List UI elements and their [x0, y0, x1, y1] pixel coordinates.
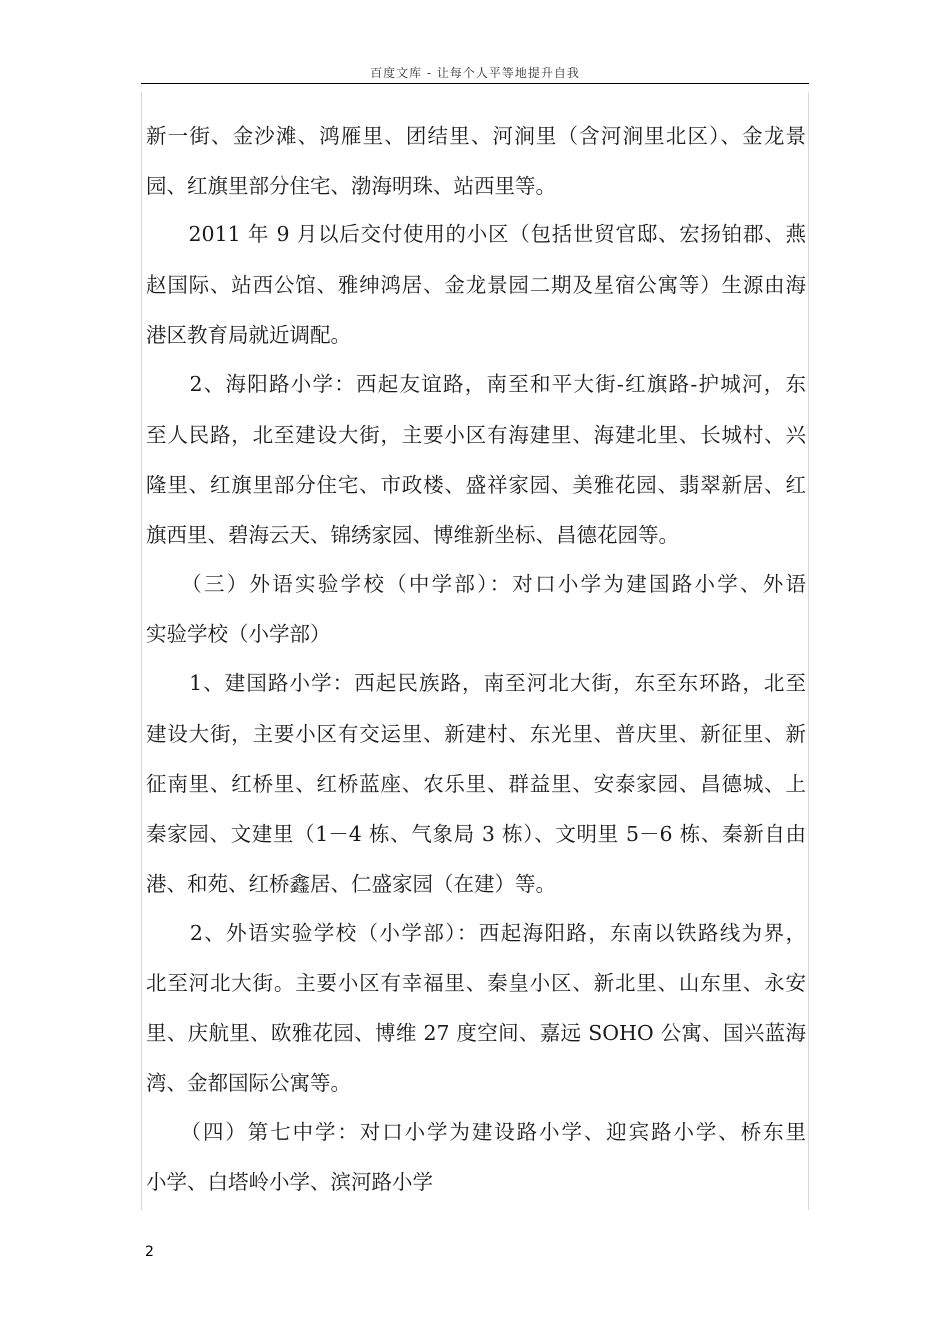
body-line: 至人民路，北至建设大街，主要小区有海建里、海建北里、长城村、兴 [146, 423, 806, 447]
body-line: （四）第七中学：对口小学为建设路小学、迎宾路小学、桥东里 [146, 1120, 806, 1144]
body-line: 小学、白塔岭小学、滨河路小学 [146, 1170, 433, 1194]
body-line: 1、建国路小学：西起民族路，南至河北大街，东至东环路，北至 [146, 671, 806, 695]
body-line: 秦家园、文建里（1－4 栋、气象局 3 栋）、文明里 5－6 栋、秦新自由 [146, 822, 806, 846]
body-line: 2、外语实验学校（小学部）：西起海阳路，东南以铁路线为界， [146, 921, 806, 945]
body-line: 实验学校（小学部） [146, 622, 331, 646]
body-line: 港、和苑、红桥鑫居、仁盛家园（在建）等。 [146, 872, 556, 896]
body-line: 征南里、红桥里、红桥蓝座、农乐里、群益里、安泰家园、昌德城、上 [146, 772, 806, 796]
header-rule [141, 83, 809, 84]
header-text: 百度文库 - 让每个人平等地提升自我 [370, 66, 580, 80]
body-line: 隆里、红旗里部分住宅、市政楼、盛祥家园、美雅花园、翡翠新居、红 [146, 473, 806, 497]
body-line: 2、海阳路小学：西起友谊路，南至和平大街-红旗路-护城河，东 [146, 372, 806, 396]
body-line: （三）外语实验学校（中学部）：对口小学为建国路小学、外语 [146, 572, 806, 596]
body-line: 新一街、金沙滩、鸿雁里、团结里、河涧里（含河涧里北区）、金龙景 [146, 124, 806, 148]
body-line: 港区教育局就近调配。 [146, 323, 351, 347]
page-number: 2 [145, 1244, 154, 1260]
body-line: 2011 年 9 月以后交付使用的小区（包括世贸官邸、宏扬铂郡、燕 [146, 222, 806, 246]
body-line: 旗西里、碧海云天、锦绣家园、博维新坐标、昌德花园等。 [146, 523, 679, 547]
body-line: 北至河北大街。主要小区有幸福里、秦皇小区、新北里、山东里、永安 [146, 971, 806, 995]
body-line: 赵国际、站西公馆、雅绅鸿居、金龙景园二期及星宿公寓等）生源由海 [146, 273, 806, 297]
body-line: 里、庆航里、欧雅花园、博维 27 度空间、嘉远 SOHO 公寓、国兴蓝海 [146, 1021, 806, 1045]
body-line: 园、红旗里部分住宅、渤海明珠、站西里等。 [146, 174, 556, 198]
body-line: 湾、金都国际公寓等。 [146, 1071, 351, 1095]
body-line: 建设大街，主要小区有交运里、新建村、东光里、普庆里、新征里、新 [146, 722, 806, 746]
